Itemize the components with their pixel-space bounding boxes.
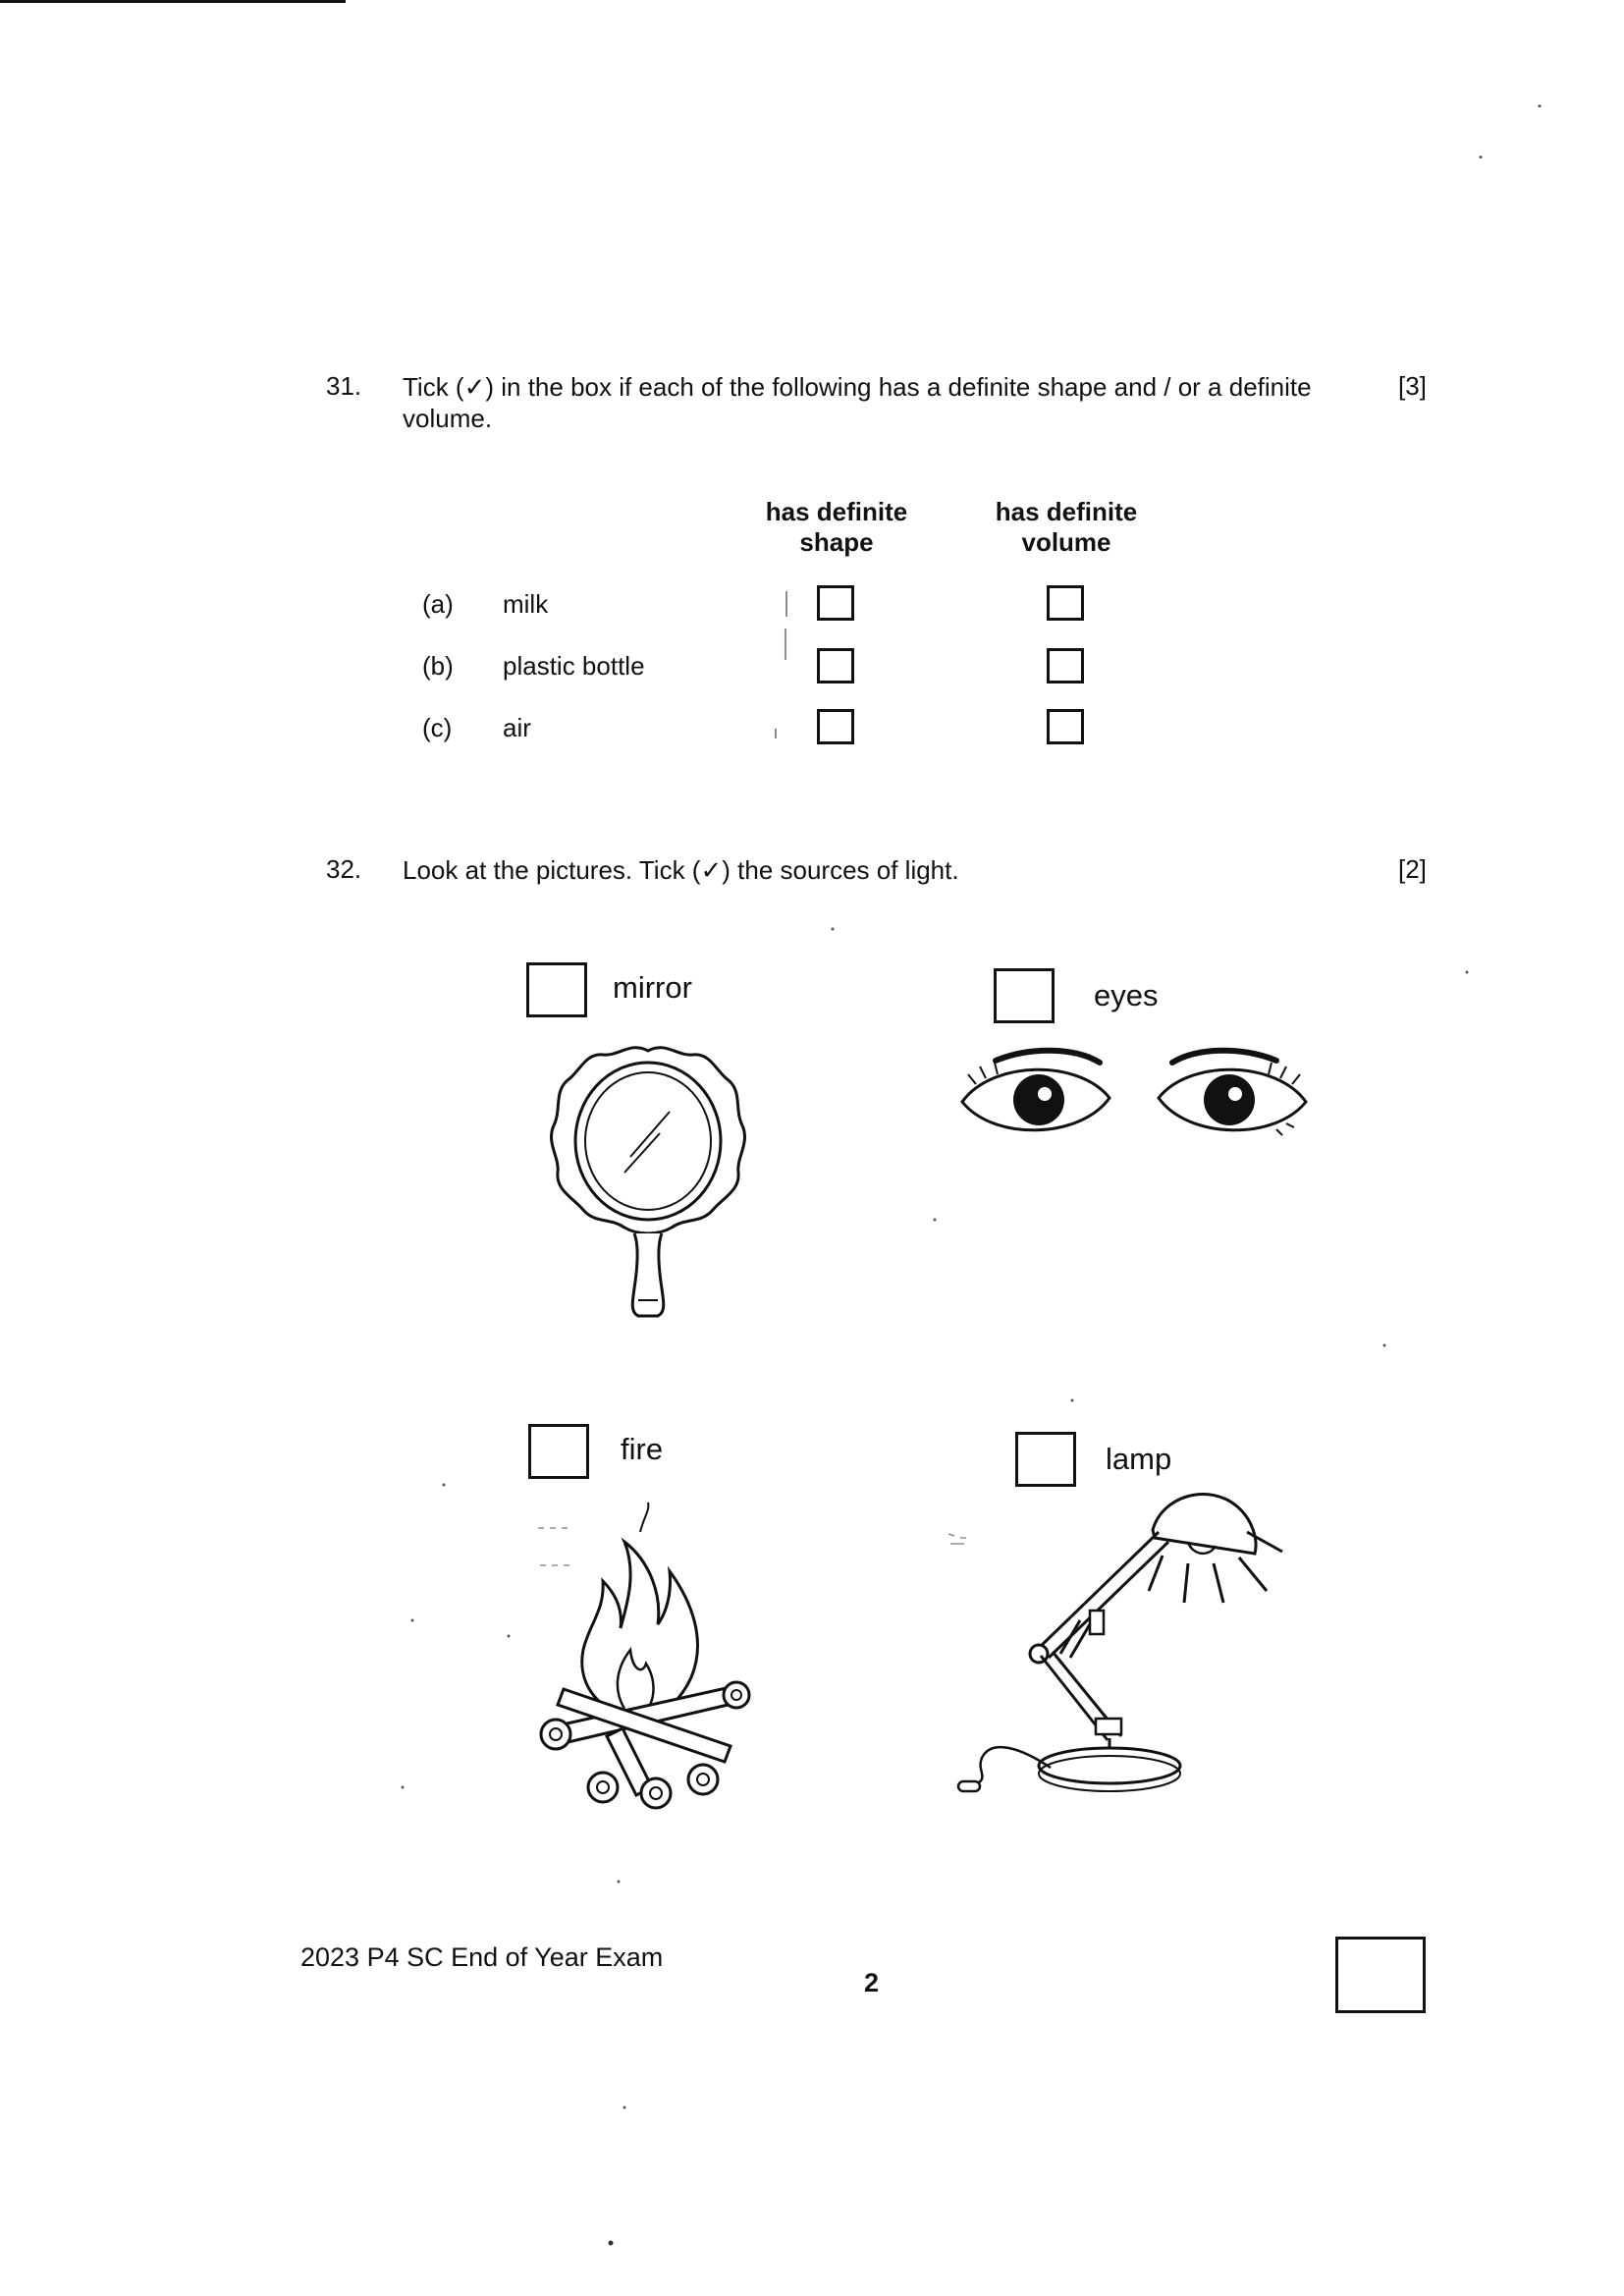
q32-number: 32.	[326, 854, 362, 884]
q31-marks: [3]	[1398, 371, 1427, 401]
q31-number: 31.	[326, 371, 362, 401]
q31-text: Tick (✓) in the box if each of the following has a definite shape and / or a definite volume.	[403, 372, 1312, 433]
exam-footer: 2023 P4 SC End of Year Exam	[300, 1942, 664, 1972]
row-c-item: air	[503, 713, 531, 742]
score-box[interactable]	[1335, 1937, 1426, 2013]
row-b-label: (b)	[422, 651, 454, 681]
eyes-label: eyes	[1094, 978, 1159, 1012]
col-header-volume: has definite volume	[995, 497, 1138, 557]
lamp-label: lamp	[1106, 1442, 1172, 1476]
col-header-shape: has definite shape	[765, 497, 908, 557]
row-b-item: plastic bottle	[503, 651, 645, 681]
fire-label: fire	[621, 1432, 664, 1466]
page-number: 2	[864, 1968, 880, 1997]
row-a-item: milk	[503, 589, 549, 619]
q32-marks: [2]	[1398, 854, 1427, 884]
q32-text: Look at the pictures. Tick (✓) the sources of light.	[403, 855, 959, 885]
row-a-label: (a)	[422, 589, 454, 619]
row-c-label: (c)	[422, 713, 453, 742]
mirror-label: mirror	[613, 970, 692, 1005]
